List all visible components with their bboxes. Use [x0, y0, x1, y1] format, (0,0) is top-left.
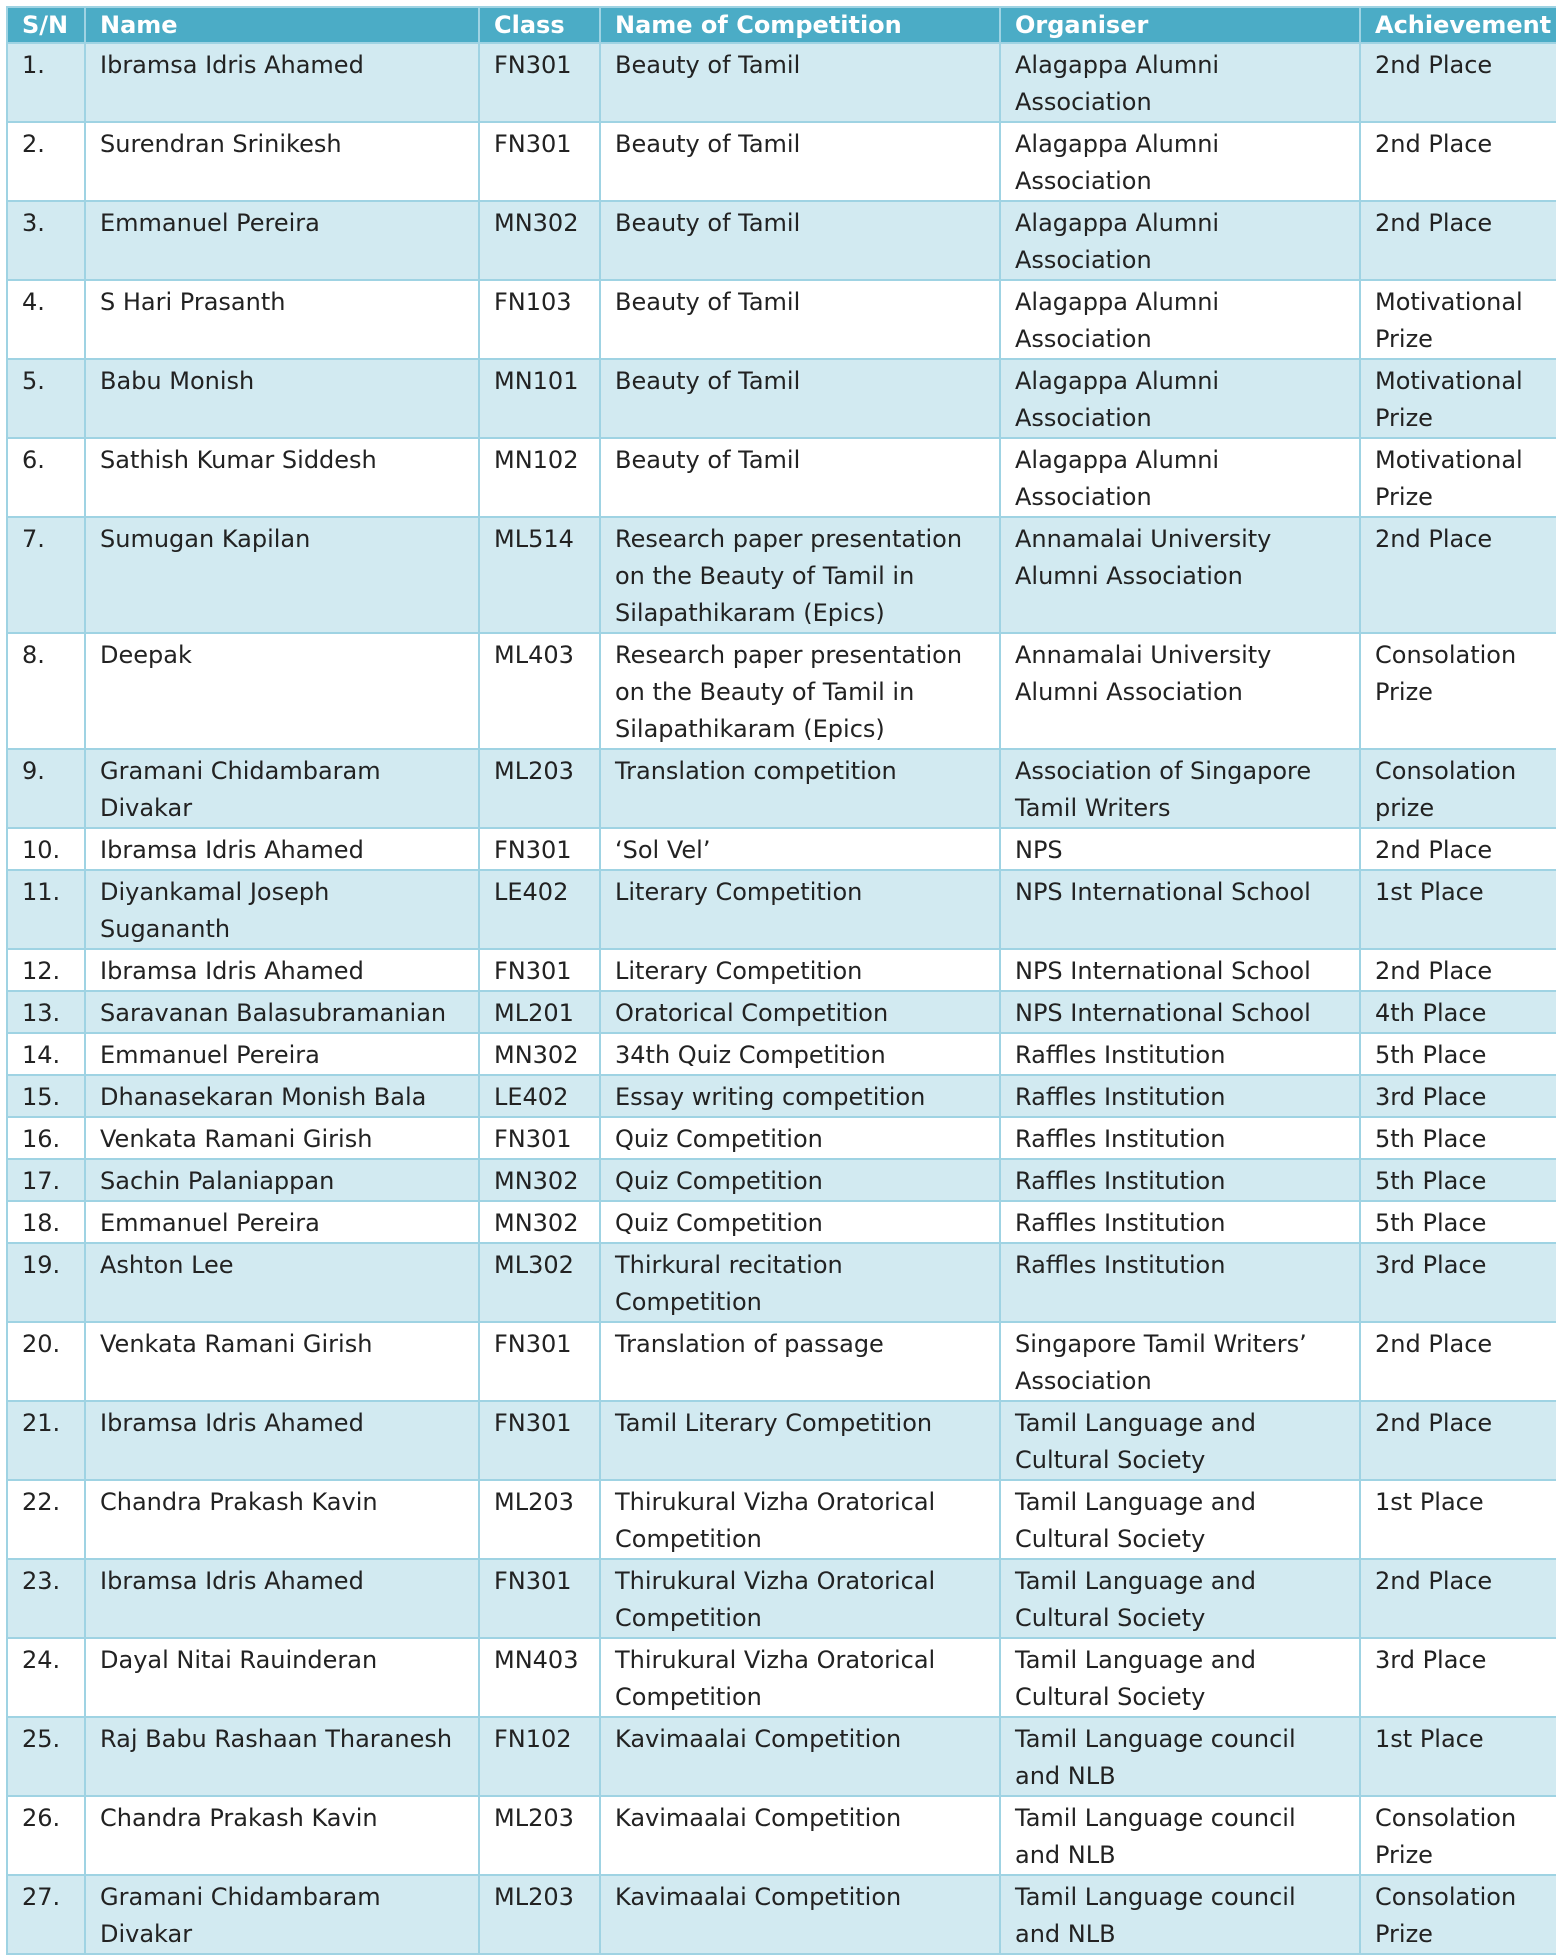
cell-achievement: 2nd Place — [1360, 1322, 1556, 1401]
cell-class: MN102 — [479, 438, 600, 517]
cell-organiser: Raffles Institution — [1000, 1033, 1360, 1075]
table-header — [7, 7, 1556, 43]
table-row — [7, 1480, 1556, 1559]
cell-class: ML403 — [479, 633, 600, 749]
cell-organiser: NPS International School — [1000, 949, 1360, 991]
cell-sn: 5. — [7, 359, 85, 438]
cell-competition: Kavimaalai Competition — [600, 1717, 1000, 1796]
cell-class: FN301 — [479, 122, 600, 201]
table-row — [7, 1201, 1556, 1243]
cell-name: Ibramsa Idris Ahamed — [85, 1401, 479, 1480]
header-achievement: Achievement — [1360, 7, 1556, 43]
table-row — [7, 1638, 1556, 1717]
cell-competition: Oratorical Competition — [600, 991, 1000, 1033]
cell-organiser: Raffles Institution — [1000, 1075, 1360, 1117]
cell-organiser: Alagappa Alumni Association — [1000, 438, 1360, 517]
cell-class: FN301 — [479, 1117, 600, 1159]
cell-organiser: NPS International School — [1000, 991, 1360, 1033]
cell-achievement: 1st Place — [1360, 1717, 1556, 1796]
cell-organiser: Tamil Language and Cultural Society — [1000, 1480, 1360, 1559]
cell-name: Dayal Nitai Rauinderan — [85, 1638, 479, 1717]
cell-sn: 15. — [7, 1075, 85, 1117]
table-row — [7, 1075, 1556, 1117]
cell-competition: Literary Competition — [600, 949, 1000, 991]
cell-achievement: 2nd Place — [1360, 43, 1556, 122]
cell-name: Chandra Prakash Kavin — [85, 1796, 479, 1875]
table-row — [7, 359, 1556, 438]
cell-achievement: 1st Place — [1360, 1480, 1556, 1559]
cell-organiser: Raffles Institution — [1000, 1201, 1360, 1243]
cell-name: S Hari Prasanth — [85, 280, 479, 359]
cell-name: Surendran Srinikesh — [85, 122, 479, 201]
table-row — [7, 1875, 1556, 1954]
cell-competition: Thirukural Vizha Oratorical Competition — [600, 1480, 1000, 1559]
cell-achievement: 3rd Place — [1360, 1243, 1556, 1322]
cell-class: MN101 — [479, 359, 600, 438]
cell-achievement: 2nd Place — [1360, 1559, 1556, 1638]
cell-organiser: Alagappa Alumni Association — [1000, 122, 1360, 201]
cell-competition: Beauty of Tamil — [600, 43, 1000, 122]
cell-achievement: 5th Place — [1360, 1033, 1556, 1075]
cell-sn: 6. — [7, 438, 85, 517]
cell-organiser: Raffles Institution — [1000, 1243, 1360, 1322]
cell-achievement: 4th Place — [1360, 991, 1556, 1033]
cell-class: ML203 — [479, 1796, 600, 1875]
cell-sn: 12. — [7, 949, 85, 991]
cell-competition: ‘Sol Vel’ — [600, 828, 1000, 870]
cell-competition: Tamil Literary Competition — [600, 1401, 1000, 1480]
cell-organiser: Association of Singapore Tamil Writers — [1000, 749, 1360, 828]
cell-sn: 23. — [7, 1559, 85, 1638]
header-class: Class — [479, 7, 600, 43]
cell-sn: 14. — [7, 1033, 85, 1075]
cell-organiser: Raffles Institution — [1000, 1117, 1360, 1159]
cell-achievement: Motivational Prize — [1360, 280, 1556, 359]
cell-class: FN103 — [479, 280, 600, 359]
cell-organiser: Alagappa Alumni Association — [1000, 43, 1360, 122]
cell-achievement: 2nd Place — [1360, 201, 1556, 280]
cell-competition: Beauty of Tamil — [600, 438, 1000, 517]
cell-achievement: 2nd Place — [1360, 1401, 1556, 1480]
cell-organiser: Annamalai University Alumni Association — [1000, 633, 1360, 749]
cell-class: ML203 — [479, 1480, 600, 1559]
cell-achievement: 1st Place — [1360, 870, 1556, 949]
table-row — [7, 1243, 1556, 1322]
cell-class: MN302 — [479, 201, 600, 280]
cell-sn: 9. — [7, 749, 85, 828]
cell-achievement: 5th Place — [1360, 1117, 1556, 1159]
cell-organiser: Tamil Language council and NLB — [1000, 1717, 1360, 1796]
cell-achievement: 3rd Place — [1360, 1075, 1556, 1117]
cell-sn: 2. — [7, 122, 85, 201]
table-row — [7, 991, 1556, 1033]
cell-name: Sathish Kumar Siddesh — [85, 438, 479, 517]
cell-competition: Essay writing competition — [600, 1075, 1000, 1117]
cell-competition: Thirukural Vizha Oratorical Competition — [600, 1638, 1000, 1717]
table-body — [7, 43, 1556, 1954]
table-row — [7, 122, 1556, 201]
table-row — [7, 1033, 1556, 1075]
cell-class: FN301 — [479, 43, 600, 122]
table-row — [7, 1559, 1556, 1638]
cell-class: FN102 — [479, 1717, 600, 1796]
cell-achievement: Consolation prize — [1360, 749, 1556, 828]
cell-sn: 21. — [7, 1401, 85, 1480]
cell-achievement: Consolation Prize — [1360, 633, 1556, 749]
achievements-table — [6, 6, 1556, 1955]
cell-name: Chandra Prakash Kavin — [85, 1480, 479, 1559]
table-row — [7, 1796, 1556, 1875]
cell-achievement: Motivational Prize — [1360, 359, 1556, 438]
cell-class: FN301 — [479, 828, 600, 870]
cell-organiser: Raffles Institution — [1000, 1159, 1360, 1201]
cell-competition: Quiz Competition — [600, 1159, 1000, 1201]
cell-competition: Quiz Competition — [600, 1201, 1000, 1243]
cell-competition: Beauty of Tamil — [600, 280, 1000, 359]
cell-sn: 19. — [7, 1243, 85, 1322]
table-row — [7, 201, 1556, 280]
cell-sn: 22. — [7, 1480, 85, 1559]
cell-sn: 20. — [7, 1322, 85, 1401]
cell-name: Ibramsa Idris Ahamed — [85, 949, 479, 991]
cell-competition: Translation competition — [600, 749, 1000, 828]
cell-achievement: 3rd Place — [1360, 1638, 1556, 1717]
cell-name: Sumugan Kapilan — [85, 517, 479, 633]
table-row — [7, 43, 1556, 122]
cell-achievement: 2nd Place — [1360, 828, 1556, 870]
cell-class: ML514 — [479, 517, 600, 633]
cell-organiser: NPS International School — [1000, 870, 1360, 949]
cell-name: Sachin Palaniappan — [85, 1159, 479, 1201]
cell-name: Gramani Chidambaram Divakar — [85, 749, 479, 828]
cell-class: MN302 — [479, 1159, 600, 1201]
cell-competition: Kavimaalai Competition — [600, 1875, 1000, 1954]
cell-name: Gramani Chidambaram Divakar — [85, 1875, 479, 1954]
cell-name: Raj Babu Rashaan Tharanesh — [85, 1717, 479, 1796]
cell-competition: Research paper presentation on the Beauty of Tamil in Silapathikaram (Epics) — [600, 517, 1000, 633]
table-row — [7, 280, 1556, 359]
header-competition: Name of Competition — [600, 7, 1000, 43]
cell-class: ML201 — [479, 991, 600, 1033]
cell-competition: Research paper presentation on the Beauty of Tamil in Silapathikaram (Epics) — [600, 633, 1000, 749]
cell-organiser: Alagappa Alumni Association — [1000, 359, 1360, 438]
cell-competition: Quiz Competition — [600, 1117, 1000, 1159]
cell-competition: Literary Competition — [600, 870, 1000, 949]
cell-sn: 16. — [7, 1117, 85, 1159]
table-row — [7, 1117, 1556, 1159]
table-row — [7, 870, 1556, 949]
cell-class: FN301 — [479, 949, 600, 991]
cell-class: FN301 — [479, 1322, 600, 1401]
cell-sn: 24. — [7, 1638, 85, 1717]
cell-sn: 10. — [7, 828, 85, 870]
table-row — [7, 949, 1556, 991]
cell-class: FN301 — [479, 1401, 600, 1480]
cell-name: Ibramsa Idris Ahamed — [85, 1559, 479, 1638]
cell-organiser: Alagappa Alumni Association — [1000, 201, 1360, 280]
cell-sn: 3. — [7, 201, 85, 280]
cell-organiser: NPS — [1000, 828, 1360, 870]
table-row — [7, 1159, 1556, 1201]
cell-competition: Kavimaalai Competition — [600, 1796, 1000, 1875]
cell-competition: Translation of passage — [600, 1322, 1000, 1401]
cell-name: Saravanan Balasubramanian — [85, 991, 479, 1033]
cell-organiser: Annamalai University Alumni Association — [1000, 517, 1360, 633]
cell-name: Ibramsa Idris Ahamed — [85, 828, 479, 870]
cell-competition: 34th Quiz Competition — [600, 1033, 1000, 1075]
cell-class: FN301 — [479, 1559, 600, 1638]
table-row — [7, 438, 1556, 517]
cell-sn: 18. — [7, 1201, 85, 1243]
cell-class: ML302 — [479, 1243, 600, 1322]
table-row — [7, 633, 1556, 749]
cell-achievement: Consolation Prize — [1360, 1796, 1556, 1875]
cell-organiser: Tamil Language and Cultural Society — [1000, 1401, 1360, 1480]
cell-competition: Beauty of Tamil — [600, 122, 1000, 201]
cell-achievement: 2nd Place — [1360, 122, 1556, 201]
cell-organiser: Singapore Tamil Writers’ Association — [1000, 1322, 1360, 1401]
cell-name: Ibramsa Idris Ahamed — [85, 43, 479, 122]
header-organiser: Organiser — [1000, 7, 1360, 43]
cell-organiser: Tamil Language council and NLB — [1000, 1875, 1360, 1954]
cell-name: Diyankamal Joseph Sugananth — [85, 870, 479, 949]
cell-name: Venkata Ramani Girish — [85, 1117, 479, 1159]
cell-sn: 1. — [7, 43, 85, 122]
cell-name: Deepak — [85, 633, 479, 749]
table-row — [7, 828, 1556, 870]
cell-achievement: 5th Place — [1360, 1201, 1556, 1243]
cell-achievement: 2nd Place — [1360, 949, 1556, 991]
cell-organiser: Alagappa Alumni Association — [1000, 280, 1360, 359]
cell-sn: 25. — [7, 1717, 85, 1796]
cell-sn: 27. — [7, 1875, 85, 1954]
cell-class: ML203 — [479, 1875, 600, 1954]
cell-name: Emmanuel Pereira — [85, 1033, 479, 1075]
cell-sn: 13. — [7, 991, 85, 1033]
table-row — [7, 517, 1556, 633]
cell-name: Babu Monish — [85, 359, 479, 438]
cell-name: Dhanasekaran Monish Bala — [85, 1075, 479, 1117]
cell-name: Ashton Lee — [85, 1243, 479, 1322]
cell-achievement: Consolation Prize — [1360, 1875, 1556, 1954]
cell-achievement: 5th Place — [1360, 1159, 1556, 1201]
cell-name: Emmanuel Pereira — [85, 1201, 479, 1243]
cell-class: ML203 — [479, 749, 600, 828]
table-row — [7, 1717, 1556, 1796]
header-name: Name — [85, 7, 479, 43]
cell-organiser: Tamil Language council and NLB — [1000, 1796, 1360, 1875]
cell-class: LE402 — [479, 870, 600, 949]
cell-class: MN302 — [479, 1201, 600, 1243]
cell-achievement: 2nd Place — [1360, 517, 1556, 633]
cell-competition: Beauty of Tamil — [600, 201, 1000, 280]
table-row — [7, 1401, 1556, 1480]
header-sn: S/N — [7, 7, 85, 43]
cell-organiser: Tamil Language and Cultural Society — [1000, 1638, 1360, 1717]
cell-sn: 17. — [7, 1159, 85, 1201]
cell-sn: 26. — [7, 1796, 85, 1875]
table-row — [7, 1322, 1556, 1401]
cell-sn: 8. — [7, 633, 85, 749]
cell-organiser: Tamil Language and Cultural Society — [1000, 1559, 1360, 1638]
cell-name: Venkata Ramani Girish — [85, 1322, 479, 1401]
cell-achievement: Motivational Prize — [1360, 438, 1556, 517]
cell-name: Emmanuel Pereira — [85, 201, 479, 280]
header-row — [7, 7, 1556, 43]
cell-sn: 7. — [7, 517, 85, 633]
cell-competition: Beauty of Tamil — [600, 359, 1000, 438]
table-row — [7, 749, 1556, 828]
cell-sn: 11. — [7, 870, 85, 949]
cell-sn: 4. — [7, 280, 85, 359]
cell-class: MN302 — [479, 1033, 600, 1075]
cell-class: LE402 — [479, 1075, 600, 1117]
cell-competition: Thirukural Vizha Oratorical Competition — [600, 1559, 1000, 1638]
cell-class: MN403 — [479, 1638, 600, 1717]
cell-competition: Thirkural recitation Competition — [600, 1243, 1000, 1322]
